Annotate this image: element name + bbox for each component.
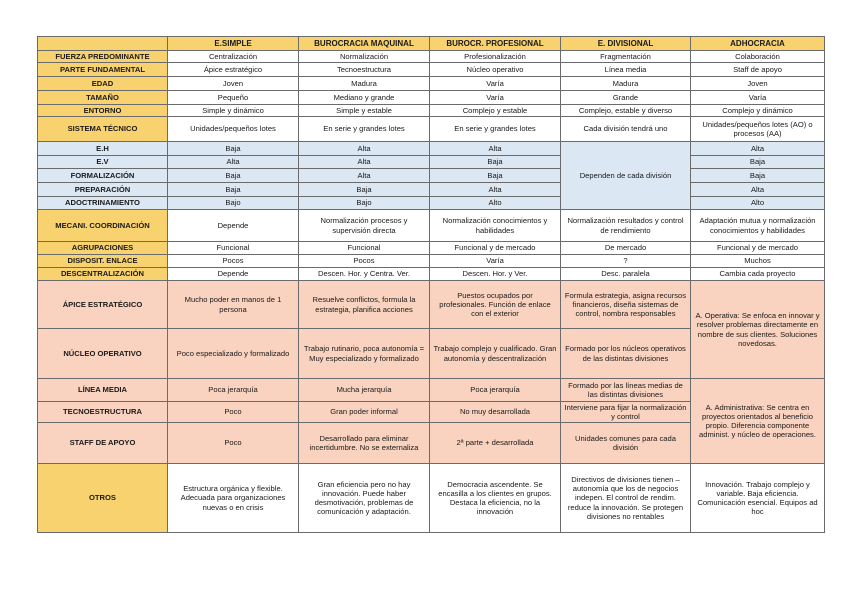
table-cell: Varía <box>430 255 561 268</box>
table-cell: Alta <box>299 156 430 169</box>
table-cell: Pequeño <box>168 91 299 105</box>
table-row <box>38 156 825 169</box>
table-row <box>38 183 825 197</box>
table-cell: Baja <box>168 142 299 156</box>
table-cell: Varía <box>430 91 561 105</box>
table-cell: Puestos ocupados por profesionales. Función de enlace con el exterior <box>430 281 561 329</box>
table-row <box>38 117 825 142</box>
table-cell: Muchos <box>691 255 825 268</box>
table-cell: Complejo, estable y diverso <box>561 105 691 117</box>
table-cell: Descen. Hor. y Ver. <box>430 268 561 281</box>
table-cell: Normalización resultados y control de rendimiento <box>561 210 691 242</box>
header-burocracia-profesional: BUROCR. PROFESIONAL <box>430 37 561 51</box>
table-cell: Complejo y estable <box>430 105 561 117</box>
header-burocracia-maquinal: BUROCRACIA MAQUINAL <box>299 37 430 51</box>
table-row <box>38 91 825 105</box>
table-cell: Baja <box>430 156 561 169</box>
table-cell: Madura <box>299 77 430 91</box>
table-cell: 2ª parte + desarrollada <box>430 423 561 464</box>
table-cell: Depende <box>168 210 299 242</box>
table-cell: Alta <box>299 169 430 183</box>
table-cell: Ápice estratégico <box>168 63 299 77</box>
table-cell: Baja <box>691 156 825 169</box>
table-cell: Formula estrategia, asigna recursos financieros, diseña sistemas de control, nombra responsables <box>561 281 691 329</box>
table-cell: Funcional y de mercado <box>691 242 825 255</box>
table-row <box>38 105 825 117</box>
table-cell: Unidades/pequeños lotes <box>168 117 299 142</box>
table-cell: Formado por los núcleos operativos de las distintas divisiones <box>561 329 691 379</box>
table-cell: Adaptación mutua y normalización conocimientos y habilidades <box>691 210 825 242</box>
table-cell: No muy desarrollada <box>430 402 561 423</box>
row-header: LÍNEA MEDIA <box>38 379 168 402</box>
table-cell: Gran poder informal <box>299 402 430 423</box>
table-row <box>38 169 825 183</box>
table-row <box>38 77 825 91</box>
row-header: MECANI. COORDINACIÓN <box>38 210 168 242</box>
header-corner <box>38 37 168 51</box>
table-cell: Staff de apoyo <box>691 63 825 77</box>
table-cell: Resuelve conflictos, formula la estrategia, planifica acciones <box>299 281 430 329</box>
table-cell: Alta <box>299 142 430 156</box>
table-cell: Innovación. Trabajo complejo y variable. Baja eficiencia. Comunicación esencial. Equipos ad hoc <box>691 464 825 533</box>
row-header: OTROS <box>38 464 168 533</box>
table-cell: Trabajo complejo y cualificado. Gran autonomía y descentralización <box>430 329 561 379</box>
row-header: SISTEMA TÉCNICO <box>38 117 168 142</box>
table-cell: Alta <box>430 183 561 197</box>
adhocracia-administrativa-cell: A. Administrativa: Se centra en proyectos orientados al beneficio propio. Diferencia componente administ. y núcleo de operaciones. <box>691 379 825 464</box>
table-cell: Alta <box>168 156 299 169</box>
table-row <box>38 255 825 268</box>
table-cell: Mediano y grande <box>299 91 430 105</box>
table-cell: Complejo y dinámico <box>691 105 825 117</box>
table-cell: Trabajo rutinario, poca autonomía = Muy especializado y formalizado <box>299 329 430 379</box>
table-cell: Colaboración <box>691 51 825 63</box>
table-cell: Baja <box>168 183 299 197</box>
table-cell: Baja <box>430 169 561 183</box>
table-cell: Simple y dinámico <box>168 105 299 117</box>
table-cell: Centralización <box>168 51 299 63</box>
table-cell: Simple y estable <box>299 105 430 117</box>
table-row <box>38 268 825 281</box>
table-cell: Baja <box>299 183 430 197</box>
table-row <box>38 242 825 255</box>
table-cell: Normalización <box>299 51 430 63</box>
row-header: FORMALIZACIÓN <box>38 169 168 183</box>
table-cell: En serie y grandes lotes <box>430 117 561 142</box>
row-header: DISPOSIT. ENLACE <box>38 255 168 268</box>
row-header: ENTORNO <box>38 105 168 117</box>
header-row <box>38 37 825 51</box>
table-cell: Democracia ascendente. Se encasilla a los clientes en grupos. Destaca la eficiencia, no la innovación <box>430 464 561 533</box>
table-cell: Normalización conocimientos y habilidades <box>430 210 561 242</box>
table-cell: Bajo <box>299 197 430 210</box>
table-cell: Tecnoestructura <box>299 63 430 77</box>
table-cell: Cambia cada proyecto <box>691 268 825 281</box>
table-cell: Alto <box>691 197 825 210</box>
row-header: STAFF DE APOYO <box>38 423 168 464</box>
table-cell: Interviene para fijar la normalización y control <box>561 402 691 423</box>
table-cell: En serie y grandes lotes <box>299 117 430 142</box>
table-cell: Directivos de divisiones tienen – autonomía que los de negocios indepen. El control de rendim. reduce la innovación. Se protegen divisiones no rentables <box>561 464 691 533</box>
row-header: ÁPICE ESTRATÉGICO <box>38 281 168 329</box>
table-cell: Mucho poder en manos de 1 persona <box>168 281 299 329</box>
table-row <box>38 142 825 156</box>
table-cell: Joven <box>168 77 299 91</box>
row-header: FUERZA PREDOMINANTE <box>38 51 168 63</box>
table-row <box>38 63 825 77</box>
table-cell: Desc. paralela <box>561 268 691 281</box>
row-header: E.V <box>38 156 168 169</box>
adhocracia-operativa-cell: A. Operativa: Se enfoca en innovar y resolver problemas directamente en nombre de sus clientes. Soluciones novedosas. <box>691 281 825 379</box>
table-cell: Poca jerarquía <box>430 379 561 402</box>
table-cell: De mercado <box>561 242 691 255</box>
table-cell: Madura <box>561 77 691 91</box>
table-cell: Alto <box>430 197 561 210</box>
table-cell: Baja <box>691 169 825 183</box>
table-cell: Normalización procesos y supervisión directa <box>299 210 430 242</box>
table-cell: Funcional y de mercado <box>430 242 561 255</box>
table-cell: Varía <box>430 77 561 91</box>
table-cell: Núcleo operativo <box>430 63 561 77</box>
table-cell: Cada división tendrá uno <box>561 117 691 142</box>
organizational-structures-table <box>37 36 825 533</box>
table-cell: Estructura orgánica y flexible. Adecuada para organizaciones nuevas o en crisis <box>168 464 299 533</box>
table-cell: Unidades comunes para cada división <box>561 423 691 464</box>
row-header: ADOCTRINAMIENTO <box>38 197 168 210</box>
table-cell: Poco <box>168 423 299 464</box>
row-header: E.H <box>38 142 168 156</box>
table-cell: Línea media <box>561 63 691 77</box>
table-cell: Pocos <box>299 255 430 268</box>
row-header: AGRUPACIONES <box>38 242 168 255</box>
table-cell: Poco <box>168 402 299 423</box>
table-cell: Grande <box>561 91 691 105</box>
table-cell: Unidades/pequeños lotes (AO) o procesos (AA) <box>691 117 825 142</box>
row-header: TECNOESTRUCTURA <box>38 402 168 423</box>
row-header: PREPARACIÓN <box>38 183 168 197</box>
row-header: NÚCLEO OPERATIVO <box>38 329 168 379</box>
table-row <box>38 379 825 402</box>
table-row <box>38 281 825 329</box>
row-header: EDAD <box>38 77 168 91</box>
table-row <box>38 464 825 533</box>
table-cell: Alta <box>430 142 561 156</box>
table-cell: Poca jerarquía <box>168 379 299 402</box>
table-cell: Funcional <box>168 242 299 255</box>
row-header: PARTE FUNDAMENTAL <box>38 63 168 77</box>
table-cell: Joven <box>691 77 825 91</box>
header-e-divisional: E. DIVISIONAL <box>561 37 691 51</box>
table-cell: Alta <box>691 183 825 197</box>
table-cell: Pocos <box>168 255 299 268</box>
table-cell: Depende <box>168 268 299 281</box>
table-row <box>38 197 825 210</box>
table-cell: Profesionalización <box>430 51 561 63</box>
header-e-simple: E.SIMPLE <box>168 37 299 51</box>
table-cell: Poco especializado y formalizado <box>168 329 299 379</box>
row-header: TAMAÑO <box>38 91 168 105</box>
table-cell: ? <box>561 255 691 268</box>
table-cell: Formado por las líneas medias de las distintas divisiones <box>561 379 691 402</box>
table-cell: Varía <box>691 91 825 105</box>
table-cell: Desarrollado para eliminar incertidumbre. No se externaliza <box>299 423 430 464</box>
table-cell: Bajo <box>168 197 299 210</box>
table-row <box>38 51 825 63</box>
table-cell: Fragmentación <box>561 51 691 63</box>
table-cell: Baja <box>168 169 299 183</box>
divisional-merged-cell: Dependen de cada división <box>561 142 691 210</box>
header-adhocracia: ADHOCRACIA <box>691 37 825 51</box>
table-cell: Mucha jerarquía <box>299 379 430 402</box>
table-row <box>38 210 825 242</box>
table-cell: Gran eficiencia pero no hay innovación. Puede haber desmotivación, problemas de comunicación y adaptación. <box>299 464 430 533</box>
table-cell: Alta <box>691 142 825 156</box>
table-cell: Descen. Hor. y Centra. Ver. <box>299 268 430 281</box>
row-header: DESCENTRALIZACIÓN <box>38 268 168 281</box>
table-cell: Funcional <box>299 242 430 255</box>
